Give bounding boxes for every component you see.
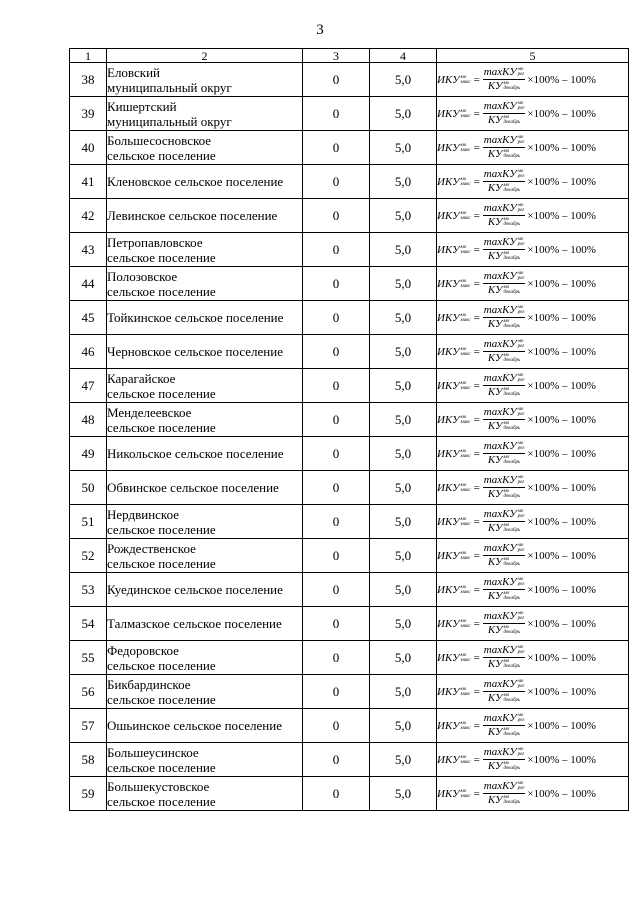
- formula: [437, 611, 628, 636]
- formula-fraction: maxКУмо рег КУмо декабрь: [483, 304, 525, 330]
- municipality-name: [107, 675, 303, 709]
- column-3-value: 0: [303, 63, 370, 97]
- row-number: 58: [70, 743, 107, 777]
- formula-cell: [437, 199, 629, 233]
- header-col-2: 2: [107, 49, 303, 63]
- table-row: [70, 437, 629, 471]
- municipality-name-line1: Большесосновское: [107, 132, 212, 148]
- municipality-name-line1: Ошьинское сельское поселение: [107, 718, 282, 733]
- table-row: [70, 233, 629, 267]
- row-number: 42: [70, 199, 107, 233]
- formula-cell: [437, 403, 629, 437]
- formula-equals: =: [473, 107, 480, 120]
- column-3-value: 0: [303, 573, 370, 607]
- row-number: 43: [70, 233, 107, 267]
- municipality-name-line2: сельское поселение: [107, 249, 216, 265]
- row-number: 39: [70, 97, 107, 131]
- municipality-name: [107, 199, 303, 233]
- formula-cell: [437, 369, 629, 403]
- formula-cell: [437, 675, 629, 709]
- municipality-name-line2: сельское поселение: [107, 555, 216, 571]
- municipality-name-line1: Обвинское сельское поселение: [107, 480, 279, 495]
- municipality-name: [107, 403, 303, 437]
- formula: [437, 441, 628, 466]
- municipality-name-line1: Федоровское: [107, 642, 179, 658]
- formula: [437, 543, 628, 568]
- municipality-name-line1: Менделеевское: [107, 404, 192, 420]
- formula-tail: ×100% – 100%: [527, 413, 596, 426]
- municipality-name: [107, 369, 303, 403]
- column-3-value: 0: [303, 709, 370, 743]
- formula: [437, 339, 628, 364]
- municipality-name: [107, 607, 303, 641]
- formula-cell: [437, 505, 629, 539]
- formula-fraction: maxКУмо рег КУмо декабрь: [483, 508, 525, 534]
- formula-tail: ×100% – 100%: [527, 719, 596, 732]
- formula-lhs: ИКУмо макс: [437, 345, 471, 358]
- table-row: [70, 131, 629, 165]
- formula-cell: [437, 777, 629, 811]
- municipality-name-line1: Бикбардинское: [107, 676, 191, 692]
- formula-fraction: maxКУмо рег КУмо декабрь: [483, 474, 525, 500]
- row-number: 46: [70, 335, 107, 369]
- municipality-name-line2: муниципальный округ: [107, 113, 232, 129]
- formula-fraction: maxКУмо рег КУмо декабрь: [483, 576, 525, 602]
- formula: [437, 407, 628, 432]
- formula-fraction: maxКУмо рег КУмо декабрь: [483, 134, 525, 160]
- formula-cell: [437, 573, 629, 607]
- column-4-value: 5,0: [370, 709, 437, 743]
- formula-tail: ×100% – 100%: [527, 311, 596, 324]
- table-row: [70, 335, 629, 369]
- table-row: [70, 641, 629, 675]
- row-number: 45: [70, 301, 107, 335]
- municipality-name: [107, 777, 303, 811]
- row-number: 44: [70, 267, 107, 301]
- formula-lhs: ИКУмо макс: [437, 379, 471, 392]
- column-3-value: 0: [303, 641, 370, 675]
- formula-lhs: ИКУмо макс: [437, 277, 471, 290]
- column-4-value: 5,0: [370, 267, 437, 301]
- table-body: [70, 63, 629, 811]
- formula: [437, 373, 628, 398]
- column-3-value: 0: [303, 437, 370, 471]
- formula-lhs: ИКУмо макс: [437, 175, 471, 188]
- column-3-value: 0: [303, 165, 370, 199]
- table-row: [70, 539, 629, 573]
- formula-equals: =: [473, 345, 480, 358]
- formula-cell: [437, 539, 629, 573]
- table-row: [70, 777, 629, 811]
- formula-tail: ×100% – 100%: [527, 243, 596, 256]
- municipality-name-line1: Полозовское: [107, 268, 178, 284]
- table-row: [70, 573, 629, 607]
- formula-tail: ×100% – 100%: [527, 175, 596, 188]
- municipality-name-line1: Еловский: [107, 64, 160, 80]
- formula-cell: [437, 97, 629, 131]
- table-row: [70, 267, 629, 301]
- column-4-value: 5,0: [370, 437, 437, 471]
- municipality-name-line2: сельское поселение: [107, 759, 216, 775]
- table-row: [70, 63, 629, 97]
- formula-equals: =: [473, 209, 480, 222]
- formula: [437, 67, 628, 92]
- municipality-name-line1: Левинское сельское поселение: [107, 208, 278, 223]
- column-4-value: 5,0: [370, 63, 437, 97]
- municipality-name: [107, 641, 303, 675]
- column-3-value: 0: [303, 97, 370, 131]
- formula: [437, 169, 628, 194]
- row-number: 59: [70, 777, 107, 811]
- column-3-value: 0: [303, 675, 370, 709]
- formula-tail: ×100% – 100%: [527, 73, 596, 86]
- municipality-name: [107, 743, 303, 777]
- formula: [437, 135, 628, 160]
- municipality-name-line2: сельское поселение: [107, 691, 216, 707]
- row-number: 55: [70, 641, 107, 675]
- column-4-value: 5,0: [370, 233, 437, 267]
- formula-equals: =: [473, 277, 480, 290]
- formula-lhs: ИКУмо макс: [437, 413, 471, 426]
- row-number: 41: [70, 165, 107, 199]
- column-3-value: 0: [303, 369, 370, 403]
- column-3-value: 0: [303, 301, 370, 335]
- formula-tail: ×100% – 100%: [527, 107, 596, 120]
- formula-tail: ×100% – 100%: [527, 481, 596, 494]
- column-4-value: 5,0: [370, 131, 437, 165]
- formula-lhs: ИКУмо макс: [437, 753, 471, 766]
- formula-equals: =: [473, 481, 480, 494]
- formula-equals: =: [473, 73, 480, 86]
- column-4-value: 5,0: [370, 199, 437, 233]
- formula-cell: [437, 641, 629, 675]
- formula-tail: ×100% – 100%: [527, 549, 596, 562]
- municipality-name: [107, 539, 303, 573]
- formula: [437, 713, 628, 738]
- formula-equals: =: [473, 175, 480, 188]
- column-3-value: 0: [303, 199, 370, 233]
- formula-equals: =: [473, 379, 480, 392]
- table-row: [70, 675, 629, 709]
- municipality-name: [107, 709, 303, 743]
- formula-lhs: ИКУмо макс: [437, 685, 471, 698]
- formula-fraction: maxКУмо рег КУмо декабрь: [483, 610, 525, 636]
- formula-equals: =: [473, 447, 480, 460]
- formula-lhs: ИКУмо макс: [437, 549, 471, 562]
- formula-fraction: maxКУмо рег КУмо декабрь: [483, 678, 525, 704]
- table-row: [70, 471, 629, 505]
- column-4-value: 5,0: [370, 505, 437, 539]
- formula-fraction: maxКУмо рег КУмо декабрь: [483, 270, 525, 296]
- formula-lhs: ИКУмо макс: [437, 243, 471, 256]
- row-number: 38: [70, 63, 107, 97]
- formula-fraction: maxКУмо рег КУмо декабрь: [483, 746, 525, 772]
- municipality-name-line2: сельское поселение: [107, 657, 216, 673]
- formula-lhs: ИКУмо макс: [437, 617, 471, 630]
- formula-lhs: ИКУмо макс: [437, 73, 471, 86]
- formula: [437, 203, 628, 228]
- formula-lhs: ИКУмо макс: [437, 447, 471, 460]
- formula-cell: [437, 165, 629, 199]
- table-row: [70, 165, 629, 199]
- municipality-name-line1: Петропавловское: [107, 234, 203, 250]
- formula-cell: [437, 607, 629, 641]
- formula-cell: [437, 471, 629, 505]
- column-4-value: 5,0: [370, 97, 437, 131]
- formula-cell: [437, 437, 629, 471]
- row-number: 52: [70, 539, 107, 573]
- formula-fraction: maxКУмо рег КУмо декабрь: [483, 406, 525, 432]
- formula-tail: ×100% – 100%: [527, 617, 596, 630]
- municipality-name: [107, 97, 303, 131]
- table-row: [70, 709, 629, 743]
- table-row: [70, 97, 629, 131]
- municipality-name-line2: сельское поселение: [107, 147, 216, 163]
- formula-equals: =: [473, 787, 480, 800]
- municipality-name-line2: сельское поселение: [107, 283, 216, 299]
- row-number: 49: [70, 437, 107, 471]
- column-4-value: 5,0: [370, 743, 437, 777]
- municipality-name: [107, 131, 303, 165]
- municipality-name-line1: Нердвинское: [107, 506, 180, 522]
- municipality-name: [107, 335, 303, 369]
- formula-lhs: ИКУмо макс: [437, 651, 471, 664]
- column-4-value: 5,0: [370, 471, 437, 505]
- formula-lhs: ИКУмо макс: [437, 209, 471, 222]
- formula: [437, 781, 628, 806]
- formula-lhs: ИКУмо макс: [437, 719, 471, 732]
- formula-lhs: ИКУмо макс: [437, 515, 471, 528]
- formula-fraction: maxКУмо рег КУмо декабрь: [483, 202, 525, 228]
- municipality-name-line2: муниципальный округ: [107, 79, 232, 95]
- formula-tail: ×100% – 100%: [527, 515, 596, 528]
- row-number: 51: [70, 505, 107, 539]
- formula-fraction: maxКУмо рег КУмо декабрь: [483, 440, 525, 466]
- formula-equals: =: [473, 549, 480, 562]
- formula-fraction: maxКУмо рег КУмо декабрь: [483, 712, 525, 738]
- formula-fraction: maxКУмо рег КУмо декабрь: [483, 780, 525, 806]
- row-number: 40: [70, 131, 107, 165]
- column-4-value: 5,0: [370, 777, 437, 811]
- municipality-name-line1: Кишертский: [107, 98, 177, 114]
- municipality-name: [107, 471, 303, 505]
- municipality-name-line2: сельское поселение: [107, 385, 216, 401]
- column-4-value: 5,0: [370, 335, 437, 369]
- formula-lhs: ИКУмо макс: [437, 583, 471, 596]
- formula: [437, 237, 628, 262]
- formula-tail: ×100% – 100%: [527, 787, 596, 800]
- formula-cell: [437, 131, 629, 165]
- formula-tail: ×100% – 100%: [527, 685, 596, 698]
- municipality-name-line2: сельское поселение: [107, 419, 216, 435]
- formula-tail: ×100% – 100%: [527, 209, 596, 222]
- table-row: [70, 607, 629, 641]
- column-4-value: 5,0: [370, 165, 437, 199]
- header-col-1: 1: [70, 49, 107, 63]
- column-3-value: 0: [303, 777, 370, 811]
- municipality-name-line1: Черновское сельское поселение: [107, 344, 283, 359]
- formula: [437, 305, 628, 330]
- row-number: 47: [70, 369, 107, 403]
- formula-tail: ×100% – 100%: [527, 379, 596, 392]
- column-4-value: 5,0: [370, 403, 437, 437]
- table-row: [70, 369, 629, 403]
- formula: [437, 645, 628, 670]
- row-number: 57: [70, 709, 107, 743]
- formula-fraction: maxКУмо рег КУмо декабрь: [483, 338, 525, 364]
- municipality-name-line1: Талмазское сельское поселение: [107, 616, 282, 631]
- column-3-value: 0: [303, 539, 370, 573]
- column-4-value: 5,0: [370, 369, 437, 403]
- header-row: [70, 49, 629, 63]
- formula-fraction: maxКУмо рег КУмо декабрь: [483, 236, 525, 262]
- column-3-value: 0: [303, 267, 370, 301]
- column-4-value: 5,0: [370, 573, 437, 607]
- municipality-name-line1: Большеусинское: [107, 744, 199, 760]
- formula-equals: =: [473, 583, 480, 596]
- formula-equals: =: [473, 651, 480, 664]
- page-number: 3: [316, 22, 324, 38]
- municipality-name-line2: сельское поселение: [107, 793, 216, 809]
- row-number: 48: [70, 403, 107, 437]
- table-row: [70, 403, 629, 437]
- formula-equals: =: [473, 141, 480, 154]
- municipality-name: [107, 233, 303, 267]
- column-4-value: 5,0: [370, 607, 437, 641]
- formula-cell: [437, 743, 629, 777]
- municipality-name-line1: Кленовское сельское поселение: [107, 174, 284, 189]
- formula-cell: [437, 301, 629, 335]
- formula-cell: [437, 335, 629, 369]
- municipality-name: [107, 437, 303, 471]
- indicator-table: [69, 48, 629, 811]
- formula-equals: =: [473, 413, 480, 426]
- municipality-name: [107, 267, 303, 301]
- column-3-value: 0: [303, 471, 370, 505]
- formula-equals: =: [473, 685, 480, 698]
- formula-lhs: ИКУмо макс: [437, 311, 471, 324]
- formula: [437, 679, 628, 704]
- formula-equals: =: [473, 719, 480, 732]
- formula-cell: [437, 267, 629, 301]
- column-3-value: 0: [303, 335, 370, 369]
- row-number: 53: [70, 573, 107, 607]
- formula-equals: =: [473, 617, 480, 630]
- row-number: 54: [70, 607, 107, 641]
- formula-fraction: maxКУмо рег КУмо декабрь: [483, 542, 525, 568]
- formula: [437, 101, 628, 126]
- formula: [437, 475, 628, 500]
- table-row: [70, 199, 629, 233]
- header-col-5: 5: [437, 49, 629, 63]
- table-row: [70, 301, 629, 335]
- row-number: 50: [70, 471, 107, 505]
- municipality-name: [107, 505, 303, 539]
- formula-equals: =: [473, 311, 480, 324]
- column-3-value: 0: [303, 403, 370, 437]
- column-4-value: 5,0: [370, 539, 437, 573]
- formula-fraction: maxКУмо рег КУмо декабрь: [483, 372, 525, 398]
- column-4-value: 5,0: [370, 675, 437, 709]
- column-3-value: 0: [303, 131, 370, 165]
- table-row: [70, 743, 629, 777]
- formula-lhs: ИКУмо макс: [437, 141, 471, 154]
- formula: [437, 577, 628, 602]
- column-3-value: 0: [303, 233, 370, 267]
- formula-tail: ×100% – 100%: [527, 651, 596, 664]
- formula-lhs: ИКУмо макс: [437, 107, 471, 120]
- formula-tail: ×100% – 100%: [527, 753, 596, 766]
- formula-cell: [437, 63, 629, 97]
- municipality-name: [107, 63, 303, 97]
- formula: [437, 747, 628, 772]
- municipality-name-line1: Куединское сельское поселение: [107, 582, 283, 597]
- formula-equals: =: [473, 515, 480, 528]
- column-3-value: 0: [303, 607, 370, 641]
- formula: [437, 271, 628, 296]
- municipality-name-line2: сельское поселение: [107, 521, 216, 537]
- formula-equals: =: [473, 753, 480, 766]
- formula-cell: [437, 709, 629, 743]
- formula-lhs: ИКУмо макс: [437, 787, 471, 800]
- column-3-value: 0: [303, 505, 370, 539]
- formula-fraction: maxКУмо рег КУмо декабрь: [483, 100, 525, 126]
- header-col-3: 3: [303, 49, 370, 63]
- formula-lhs: ИКУмо макс: [437, 481, 471, 494]
- formula-tail: ×100% – 100%: [527, 447, 596, 460]
- header-col-4: 4: [370, 49, 437, 63]
- formula: [437, 509, 628, 534]
- column-3-value: 0: [303, 743, 370, 777]
- municipality-name: [107, 573, 303, 607]
- column-4-value: 5,0: [370, 301, 437, 335]
- municipality-name-line1: Карагайское: [107, 370, 176, 386]
- municipality-name-line1: Тойкинское сельское поселение: [107, 310, 284, 325]
- formula-tail: ×100% – 100%: [527, 141, 596, 154]
- municipality-name-line1: Большекустовское: [107, 778, 210, 794]
- column-4-value: 5,0: [370, 641, 437, 675]
- formula-tail: ×100% – 100%: [527, 583, 596, 596]
- municipality-name-line1: Никольское сельское поселение: [107, 446, 284, 461]
- municipality-name-line1: Рождественское: [107, 540, 196, 556]
- municipality-name: [107, 301, 303, 335]
- municipality-name: [107, 165, 303, 199]
- formula-tail: ×100% – 100%: [527, 345, 596, 358]
- formula-fraction: maxКУмо рег КУмо декабрь: [483, 644, 525, 670]
- formula-fraction: maxКУмо рег КУмо декабрь: [483, 66, 525, 92]
- formula-fraction: maxКУмо рег КУмо декабрь: [483, 168, 525, 194]
- formula-cell: [437, 233, 629, 267]
- row-number: 56: [70, 675, 107, 709]
- table-row: [70, 505, 629, 539]
- formula-tail: ×100% – 100%: [527, 277, 596, 290]
- formula-equals: =: [473, 243, 480, 256]
